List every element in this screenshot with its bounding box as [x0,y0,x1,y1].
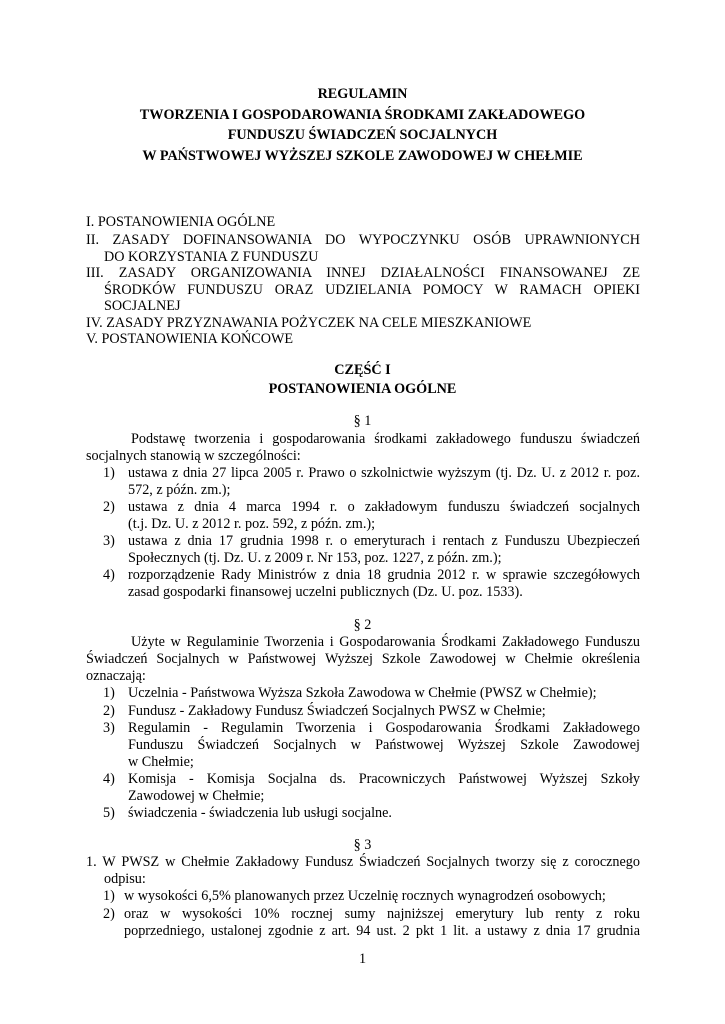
toc-item-iii-cont-2: SOCJALNEJ [104,298,181,314]
toc-item-ii: II. ZASADY DOFINANSOWANIA DO WYPOCZYNKU OSÓB UPRAWNIONYCH [86,232,640,248]
s2-item-5: świadczenia - świadczenia lub usługi socjalne. [128,805,392,821]
s1-intro: Podstawę tworzenia i gospodarowania środkami zakładowego funduszu świadczeń [131,431,640,447]
s2-intro: Użyte w Regulaminie Tworzenia i Gospodarowania Środkami Zakładowego Funduszu [131,634,640,650]
s2-item-2: Fundusz - Zakładowy Fundusz Świadczeń Socjalnych PWSZ w Chełmie; [128,703,546,719]
s3-item-2-cont: poprzedniego, ustalonej zgodnie z art. 94 ust. 2 pkt 1 lit. a ustawy z dnia 17 grudnia [124,923,640,939]
s1-item-3-number: 3) [103,533,115,549]
doc-title-line-2: TWORZENIA I GOSPODAROWANIA ŚRODKAMI ZAKŁADOWEGO [139,107,586,123]
doc-title-line-4: W PAŃSTWOWEJ WYŻSZEJ SZKOLE ZAWODOWEJ W CHEŁMIE [142,148,583,164]
s2-item-1-number: 1) [103,685,115,701]
s2-item-4: Komisja - Komisja Socjalna ds. Pracowniczych Państwowej Wyższej Szkoły [128,771,640,787]
s1-item-2: ustawa z dnia 4 marca 1994 r. o zakładowym funduszu świadczeń socjalnych [128,499,640,515]
doc-title: REGULAMIN [317,86,408,102]
doc-title-line-3: FUNDUSZU ŚWIADCZEŃ SOCJALNYCH [227,127,498,143]
toc-item-iv: IV. ZASADY PRZYZNAWANIA POŻYCZEK NA CELE MIESZKANIOWE [86,315,532,331]
s2-intro-cont: Świadczeń Socjalnych w Państwowej Wyższej Szkole Zawodowej w Chełmie określenia [86,651,640,667]
s1-item-4-cont: zasad gospodarki finansowej uczelni publicznych (Dz. U. poz. 1533). [128,584,523,600]
s2-item-4-cont: Zawodowej w Chełmie; [128,788,265,804]
part-title: CZĘŚĆ I [334,362,391,378]
s2-item-2-number: 2) [103,703,115,719]
toc-item-i: I. POSTANOWIENIA OGÓLNE [86,214,276,230]
toc-item-ii-cont: DO KORZYSTANIA Z FUNDUSZU [104,249,319,265]
section-sign-3: § 3 [353,837,372,853]
section-sign-2: § 2 [353,617,372,633]
s2-item-4-number: 4) [103,771,115,787]
s1-item-2-cont: (t.j. Dz. U. z 2012 r. poz. 592, z późn. zm.); [128,516,376,532]
s1-item-1-cont: 572, z późn. zm.); [128,482,231,498]
s1-item-1-number: 1) [103,465,115,481]
s2-item-3-number: 3) [103,720,115,736]
s1-item-2-number: 2) [103,499,115,515]
toc-item-iii: III. ZASADY ORGANIZOWANIA INNEJ DZIAŁALNOŚCI FINANSOWANEJ ZE [86,265,640,281]
part-subtitle: POSTANOWIENIA OGÓLNE [268,381,457,397]
s1-item-4-number: 4) [103,567,115,583]
s2-item-3-cont: Funduszu Świadczeń Socjalnych w Państwowej Wyższej Szkole Zawodowej [128,737,640,753]
s1-item-3-cont: Społecznych (tj. Dz. U. z 2009 r. Nr 153, poz. 1227, z późn. zm.); [128,550,502,566]
s2-item-3-cont-2: w Chełmie; [128,754,194,770]
s1-intro-cont: socjalnych stanowią w szczególności: [86,448,301,464]
s1-item-4: rozporządzenie Rady Ministrów z dnia 18 grudnia 2012 r. w sprawie szczegółowych [128,567,640,583]
s1-item-1: ustawa z dnia 27 lipca 2005 r. Prawo o szkolnictwie wyższym (tj. Dz. U. z 2012 r. poz. [128,465,640,481]
toc-item-v: V. POSTANOWIENIA KOŃCOWE [86,331,294,347]
s3-paragraph-1-cont: odpisu: [104,871,146,887]
toc-item-iii-cont: ŚRODKÓW FUNDUSZU ORAZ UDZIELANIA POMOCY W RAMACH OPIEKI [104,282,640,298]
s2-item-1: Uczelnia - Państwowa Wyższa Szkoła Zawodowa w Chełmie (PWSZ w Chełmie); [128,685,597,701]
s3-item-1-number: 1) [103,888,115,904]
s2-item-3: Regulamin - Regulamin Tworzenia i Gospodarowania Środkami Zakładowego [128,720,640,736]
page-number: 1 [358,951,367,967]
s1-item-3: ustawa z dnia 17 grudnia 1998 r. o emeryturach i rentach z Funduszu Ubezpieczeń [128,533,640,549]
s2-item-5-number: 5) [103,805,115,821]
s3-paragraph-1: 1. W PWSZ w Chełmie Zakładowy Fundusz Świadczeń Socjalnych tworzy się z corocznego [86,854,640,870]
s2-intro-cont-2: oznaczają: [86,668,146,684]
s3-item-2-number: 2) [103,906,115,922]
s3-item-1: w wysokości 6,5% planowanych przez Uczelnię rocznych wynagrodzeń osobowych; [124,888,606,904]
s3-item-2: oraz w wysokości 10% rocznej sumy najniższej emerytury lub renty z roku [124,906,640,922]
section-sign-1: § 1 [353,413,372,429]
